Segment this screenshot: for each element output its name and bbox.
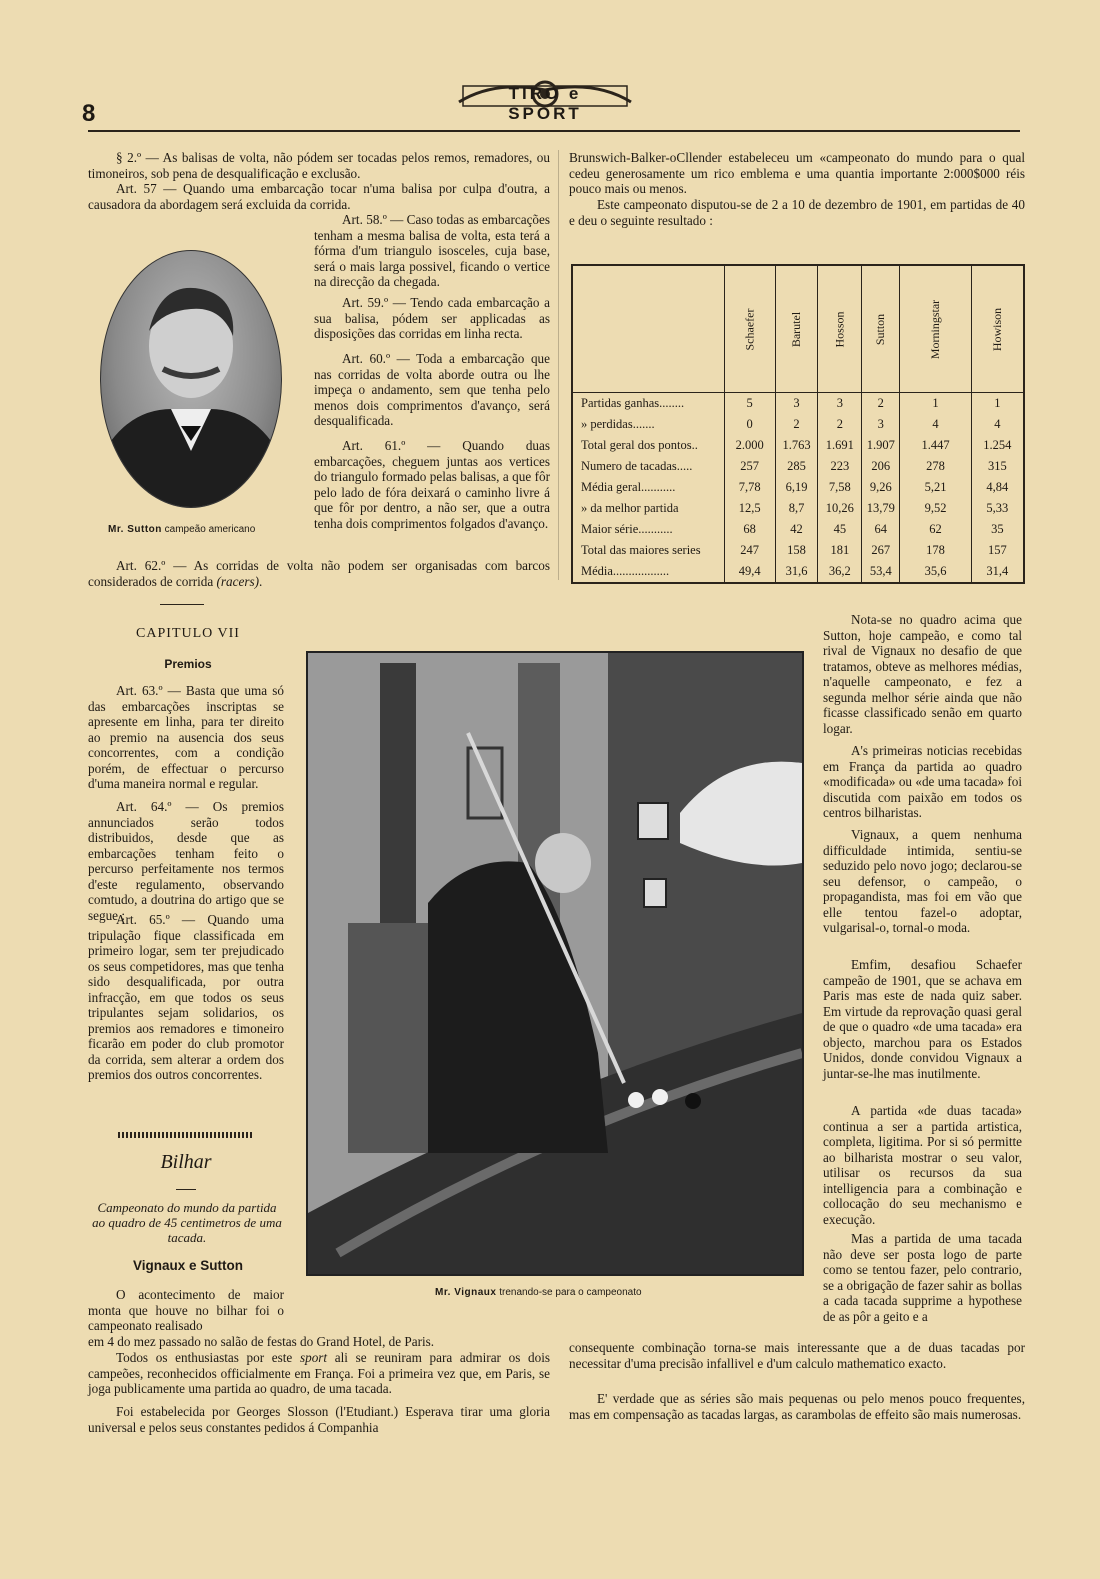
table-cell: 0 — [724, 414, 775, 435]
bilhar-paragraph-1: O acontecimento de maior monta que houve no bilhar foi o campeonato realisado — [88, 1287, 284, 1333]
table-cell: 62 — [900, 519, 971, 540]
table-cell: 3 — [775, 393, 818, 415]
chapter-subtitle: Premios — [164, 657, 212, 671]
table-cell: 223 — [818, 456, 862, 477]
photo-vignaux — [306, 651, 804, 1276]
table-cell: 6,19 — [775, 477, 818, 498]
table-row — [573, 540, 1023, 561]
table-cell: 2 — [775, 414, 818, 435]
player-header: Barutel — [775, 266, 818, 393]
header-rule — [88, 130, 1020, 132]
bilhar-dash — [176, 1189, 196, 1190]
right-col-paragraph-1: Nota-se no quadro acima que Sutton, hoje campeão, e como tal rival de Vignaux no desafio de que tratamos, obteve as melhores médias, n'aquelle campeonato, e fez a segunda melhor série ainda que não ficasse classificado senão em quarto logar. — [823, 612, 1022, 736]
table-cell: 5,21 — [900, 477, 971, 498]
table-cell: 3 — [862, 414, 900, 435]
table-cell: 1 — [971, 393, 1023, 415]
table-cell: 5 — [724, 393, 775, 415]
ornament-rule — [118, 1132, 252, 1138]
results-table — [571, 264, 1025, 584]
masthead-logo — [455, 72, 635, 123]
table-cell: 278 — [900, 456, 971, 477]
player-header: Morningstar — [900, 266, 971, 393]
table-cell: 1.763 — [775, 435, 818, 456]
art-64: Art. 64.º — Os premios annunciados serão todos distribuidos, desde que as embarcações tenham feito o percurso perfeitamente nos termos d'este regulamento, observando comtudo, a doutrina do artigo que se segue : — [88, 799, 284, 923]
right-col-paragraph-5: A partida «de duas tacada» continua a ser a partida artistica, completa, ligitima. Por si só permitte ao bilharista mostrar o seu valor, utilisar os recursos da sua intelligencia para a combinação e collocação do seu mechanismo e execução. — [823, 1103, 1022, 1227]
table-cell: 1.254 — [971, 435, 1023, 456]
table-cell: 178 — [900, 540, 971, 561]
table-cell: 7,78 — [724, 477, 775, 498]
table-cell: 285 — [775, 456, 818, 477]
row-label: » perdidas....... — [581, 417, 655, 432]
table-cell: 157 — [971, 540, 1023, 561]
table-cell: 12,5 — [724, 498, 775, 519]
art-58: Art. 58.º — Caso todas as embarcações tenham a mesma balisa de volta, esta terá a fórma d'um triangulo isosceles, cuja base, será o mais larga possivel, ficando o vertice na direcção da chegada. — [314, 212, 550, 289]
right-col-paragraph-4: Emfim, desafiou Schaefer campeão de 1901, que se achava em Paris mas este de nada quiz saber. Em virtude da reprovação quasi geral de que o quadro «de uma tacada» era objecto, marchou para os Estados Unidos, donde convidou Vignaux a juntar-se-lhe mas inutilmente. — [823, 957, 1022, 1081]
right-col-paragraph-3: Vignaux, a quem nenhuma difficuldade intimida, sentiu-se seduzido pelo novo jogo; declarou-se seu defensor, o campeão, o propagandista, mas foi em vão que elle tentou fazel-o adoptar, vulgarisal-o, tornal-o moda. — [823, 827, 1022, 935]
table-cell: 4,84 — [971, 477, 1023, 498]
art-63: Art. 63.º — Basta que uma só das embarcações inscriptas se apresente em linha, para ter direito ao premio na ausencia dos seus concorrentes, com a condição porém, de effectuar o percurso d'uma maneira normal e regular. — [88, 683, 284, 791]
art-57: Art. 57 — Quando uma embarcação tocar n'uma balisa por culpa d'outra, a causadora da abordagem será excluida da corrida. — [88, 181, 550, 212]
bilhar-paragraph-1-cont: em 4 do mez passado no salão de festas do Grand Hotel, de Paris. — [88, 1334, 435, 1349]
art-60: Art. 60.º — Toda a embarcação que nas corridas de volta aborde outra ou lhe impeça o andamento, sem que tenha pelo menos dois comprimentos d'avanço, será desqualificada. — [314, 351, 550, 428]
table-cell: 31,4 — [971, 561, 1023, 582]
table-cell: 5,33 — [971, 498, 1023, 519]
table-cell: 181 — [818, 540, 862, 561]
table-cell: 49,4 — [724, 561, 775, 582]
art-62: Art. 62.º — As corridas de volta não podem ser organisadas com barcos considerados de corrida (racers). — [88, 558, 550, 589]
right-col-paragraph-2: A's primeiras noticias recebidas em França da partida ao quadro «modificada» ou «de uma tacada» foi discutida com paixão em todos os centros bilharistas. — [823, 743, 1022, 820]
table-cell: 42 — [775, 519, 818, 540]
photo-caption: Mr. Vignaux trenando-se para o campeonato — [435, 1287, 642, 1298]
table-cell: 7,58 — [818, 477, 862, 498]
row-label: Partidas ganhas........ — [581, 396, 685, 411]
right-col-paragraph-7: E' verdade que as séries são mais pequenas ou pelo menos pouco frequentes, mas em compensação as tacadas largas, as carambolas de effeito são mais numerosas. — [569, 1391, 1025, 1422]
masthead-text: TIRO e SPORT — [508, 84, 582, 123]
row-label: Maior série........... — [581, 522, 673, 537]
bilhar-title: Bilhar — [160, 1151, 212, 1173]
right-col-paragraph-6-cont: consequente combinação torna-se mais interessante que a de duas tacadas por necessitar d'uma precisão infallivel e d'um calculo mathematico exacto. — [569, 1340, 1025, 1371]
table-corner — [573, 266, 724, 393]
table-cell: 35 — [971, 519, 1023, 540]
page-number: 8 — [82, 100, 96, 127]
table-cell: 3 — [818, 393, 862, 415]
art-59: Art. 59.º — Tendo cada embarcação a sua balisa, pódem ser applicadas as disposições das corridas em linha recta. — [314, 295, 550, 341]
table-cell: 2.000 — [724, 435, 775, 456]
row-label: Média geral........... — [581, 480, 676, 495]
bilhar-subtitle: Campeonato do mundo da partida ao quadro de 45 centimetros de uma tacada. — [92, 1200, 282, 1245]
table-cell: 1.907 — [862, 435, 900, 456]
row-label: Total geral dos pontos.. — [581, 438, 698, 453]
table-header-row — [573, 266, 1023, 393]
row-label: » da melhor partida — [581, 501, 679, 516]
table-cell: 64 — [862, 519, 900, 540]
table-cell: 31,6 — [775, 561, 818, 582]
bilhar-paragraph-2: Todos os enthusiastas por este sport ali se reuniram para admirar os dois campeões, reconhecidos officialmente em França. Foi a primeira vez que, em Paris, se joga publicamente uma partida ao quadro, de uma tacada. — [88, 1350, 550, 1396]
row-label: Média.................. — [581, 563, 670, 578]
table-cell: 4 — [900, 414, 971, 435]
table-row — [573, 519, 1023, 540]
art-61: Art. 61.º — Quando duas embarcações, cheguem juntas aos vertices do triangulo formado pelas balisas, a que fôr pelo lado de fóra deixará o caminho livre á que fôr por dentro, a não ser, que a outra tenha dois comprimentos folgados d'avanço. — [314, 438, 550, 531]
table-cell: 247 — [724, 540, 775, 561]
table-row — [573, 477, 1023, 498]
row-label: Numero de tacadas..... — [581, 459, 693, 474]
section-divider — [160, 604, 204, 605]
table-cell: 10,26 — [818, 498, 862, 519]
bilhar-heading: Vignaux e Sutton — [132, 1258, 243, 1273]
table-cell: 315 — [971, 456, 1023, 477]
table-row — [573, 435, 1023, 456]
bilhar-paragraph-3: Foi estabelecida por Georges Slosson (l'Etudiant.) Esperava tirar uma gloria universal e pelos seus constantes pedidos á Companhia — [88, 1404, 550, 1435]
table-cell: 68 — [724, 519, 775, 540]
table-cell: 158 — [775, 540, 818, 561]
table-row — [573, 414, 1023, 435]
table-cell: 2 — [818, 414, 862, 435]
row-label: Total das maiores series — [581, 543, 701, 557]
art-65: Art. 65.º — Quando uma tripulação fique classificada em primeiro logar, sem ter prejudicado os seus competidores, mas que tenha sido desqualificada, por outra infracção, em que todos os seus tripulantes sejam solidarios, os premios aos remadores e timoneiro ficarão em poder do club promotor da corrida, sem alterar a ordem dos premios dos outros concorrentes. — [88, 912, 284, 1082]
right-intro-1: Brunswich-Balker-oCllender estabeleceu um «campeonato do mundo para o qual cedeu generosamente um rico emblema e uma quantia importante 2:000$000 réis pouco mais ou menos. — [569, 150, 1025, 196]
portrait-caption: Mr. Sutton campeão americano — [108, 524, 256, 535]
player-header: Sutton — [862, 266, 900, 393]
player-header: Hosson — [818, 266, 862, 393]
chapter-title: CAPITULO VII — [136, 626, 240, 641]
table-cell: 35,6 — [900, 561, 971, 582]
table-cell: 4 — [971, 414, 1023, 435]
table-cell: 1.691 — [818, 435, 862, 456]
table-cell: 206 — [862, 456, 900, 477]
table-cell: 1 — [900, 393, 971, 415]
player-header: Howison — [971, 266, 1023, 393]
table-cell: 267 — [862, 540, 900, 561]
right-col-paragraph-6: Mas a partida de uma tacada não deve ser posta logo de parte como se tentou fazer, pelo contrario, se a obrigação de fazer sahir as bollas a cada tacada supprime a hypothese de as pôr a geito e a — [823, 1231, 1022, 1324]
table-row — [573, 498, 1023, 519]
table-cell: 8,7 — [775, 498, 818, 519]
table-cell: 45 — [818, 519, 862, 540]
table-cell: 9,52 — [900, 498, 971, 519]
paragraph-2: § 2.º — As balisas de volta, não pódem ser tocadas pelos remos, remadores, ou timoneiros, sob pena de desqualificação e exclusão. — [88, 150, 550, 181]
table-cell: 257 — [724, 456, 775, 477]
table-cell: 36,2 — [818, 561, 862, 582]
table-cell: 1.447 — [900, 435, 971, 456]
table-cell: 2 — [862, 393, 900, 415]
column-divider-top — [558, 150, 559, 580]
right-intro-2: Este campeonato disputou-se de 2 a 10 de dezembro de 1901, em partidas de 40 e deu o seguinte resultado : — [569, 197, 1025, 228]
table-row — [573, 393, 1023, 415]
table-cell: 13,79 — [862, 498, 900, 519]
player-header: Schaefer — [724, 266, 775, 393]
table-row — [573, 456, 1023, 477]
portrait-sutton — [100, 250, 282, 508]
table-cell: 9,26 — [862, 477, 900, 498]
table-cell: 53,4 — [862, 561, 900, 582]
table-row — [573, 561, 1023, 582]
